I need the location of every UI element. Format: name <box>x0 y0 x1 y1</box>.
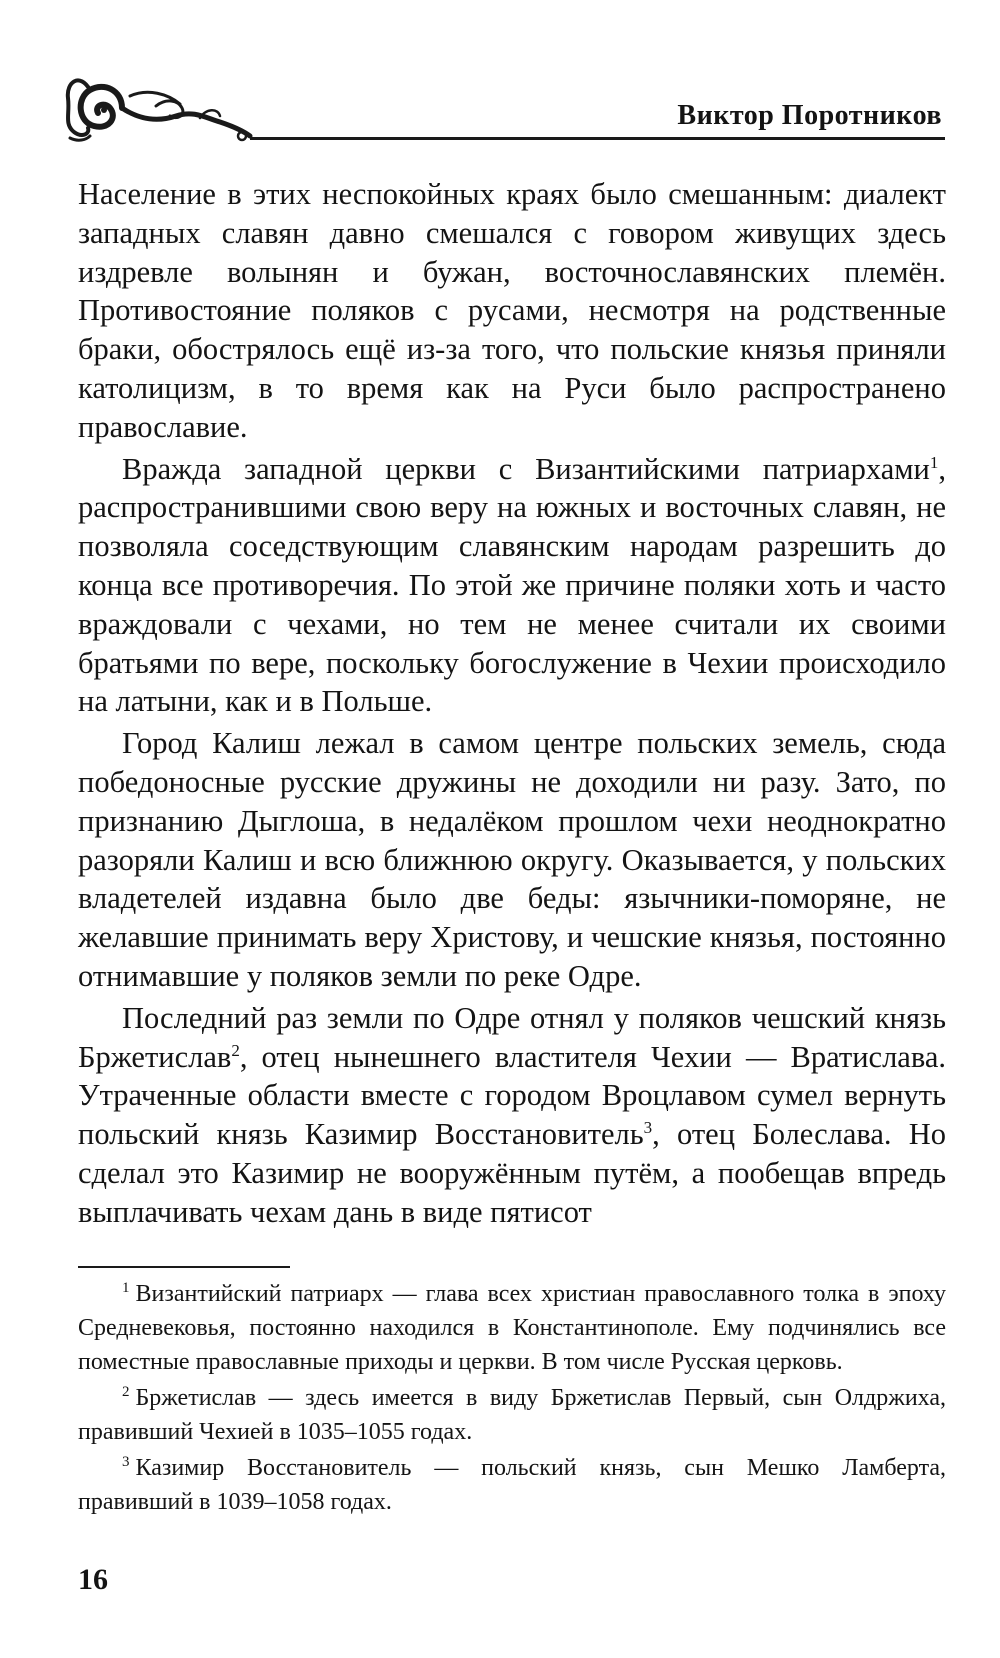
main-text <box>78 175 946 1235</box>
paragraph-2 <box>78 450 946 722</box>
paragraph-4-part-c: , отец Болеслава. Но сделал это Казимир не вооружённым путём, а пообещав впредь выплачивать чехам дань в виде пятисот <box>78 1117 946 1229</box>
footnote-1 <box>78 1277 946 1379</box>
footnote-ref-1: 1 <box>929 452 939 472</box>
paragraph-4-part-a: Последний раз земли по Одре отнял у поляков чешский князь Бржетислав <box>78 1000 946 1074</box>
footnote-mark: 3 <box>122 1454 130 1470</box>
footnote-text: Казимир Восстановитель — польский князь, сын Мешко Ламберта, правивший в 1039–1058 годах. <box>78 1455 946 1515</box>
paragraph-1: Население в этих неспокойных краях было смешанным: диалект западных славян давно смешался с говором живущих здесь издревле волынян и бужан, восточнославянских племён. Противостояние поляков с русами, несмотря на родственные браки, обострялось ещё из-за того, что польские князья приняли католицизм, в то время как на Руси было распространено православие. <box>78 177 946 444</box>
paragraph-4 <box>78 999 946 1232</box>
running-head-author: Виктор Поротников <box>677 100 942 131</box>
footnote-ref-2: 2 <box>231 1040 240 1060</box>
footnote-mark: 2 <box>122 1384 130 1400</box>
footnote-text: Византийский патриарх — глава всех христиан православного толка в эпоху Средневековья, постоянно находился в Константинополе. Ему подчинялись все поместные православные приходы и церкви. В том числе Русская церковь. <box>78 1281 946 1375</box>
paragraph-3: Город Калиш лежал в самом центре польских земель, сюда победоносные русские дружины не доходили ни разу. Зато, по признанию Дыглоша, в недалёком прошлом чехи неоднократно разоряли Калиш и всю ближнюю округу. Оказывается, у польских владетелей издавна было две беды: язычники-поморяне, не желавшие принимать веру Христову, и чешские князья, постоянно отнимавшие у поляков земли по реке Одре. <box>78 726 946 993</box>
footnote-rule <box>78 1266 290 1268</box>
scroll-ornament-icon <box>60 60 260 150</box>
footnote-2 <box>78 1381 946 1449</box>
footnote-3 <box>78 1451 946 1519</box>
footnote-text: Бржетислав — здесь имеется в виду Бржетислав Первый, сын Олдржиха, правивший Чехией в 1035–1055 годах. <box>78 1385 946 1445</box>
paragraph-4-part-b: , отец нынешнего властителя Чехии — Вратислава. Утраченные области вместе с городом Вроцлавом сумел вернуть польский князь Казимир Восстановитель <box>78 1039 946 1152</box>
footnote-mark: 1 <box>122 1280 130 1296</box>
footnotes <box>78 1277 946 1521</box>
header-rule <box>250 137 945 140</box>
page-number: 16 <box>78 1563 108 1596</box>
footnote-ref-3: 3 <box>643 1117 653 1137</box>
paragraph-2-part-a: Вражда западной церкви с Византийскими патриархами <box>122 451 930 486</box>
paragraph-2-part-b: , распространившими свою веру на южных и восточных славян, не позволяла соседствующим славянским народам разрешить до конца все противоречия. По этой же причине поляки хоть и часто враждовали с чехами, но тем не менее считали их своими братьями по вере, поскольку богослужение в Чехии происходило на латыни, как и в Польше. <box>78 451 946 719</box>
